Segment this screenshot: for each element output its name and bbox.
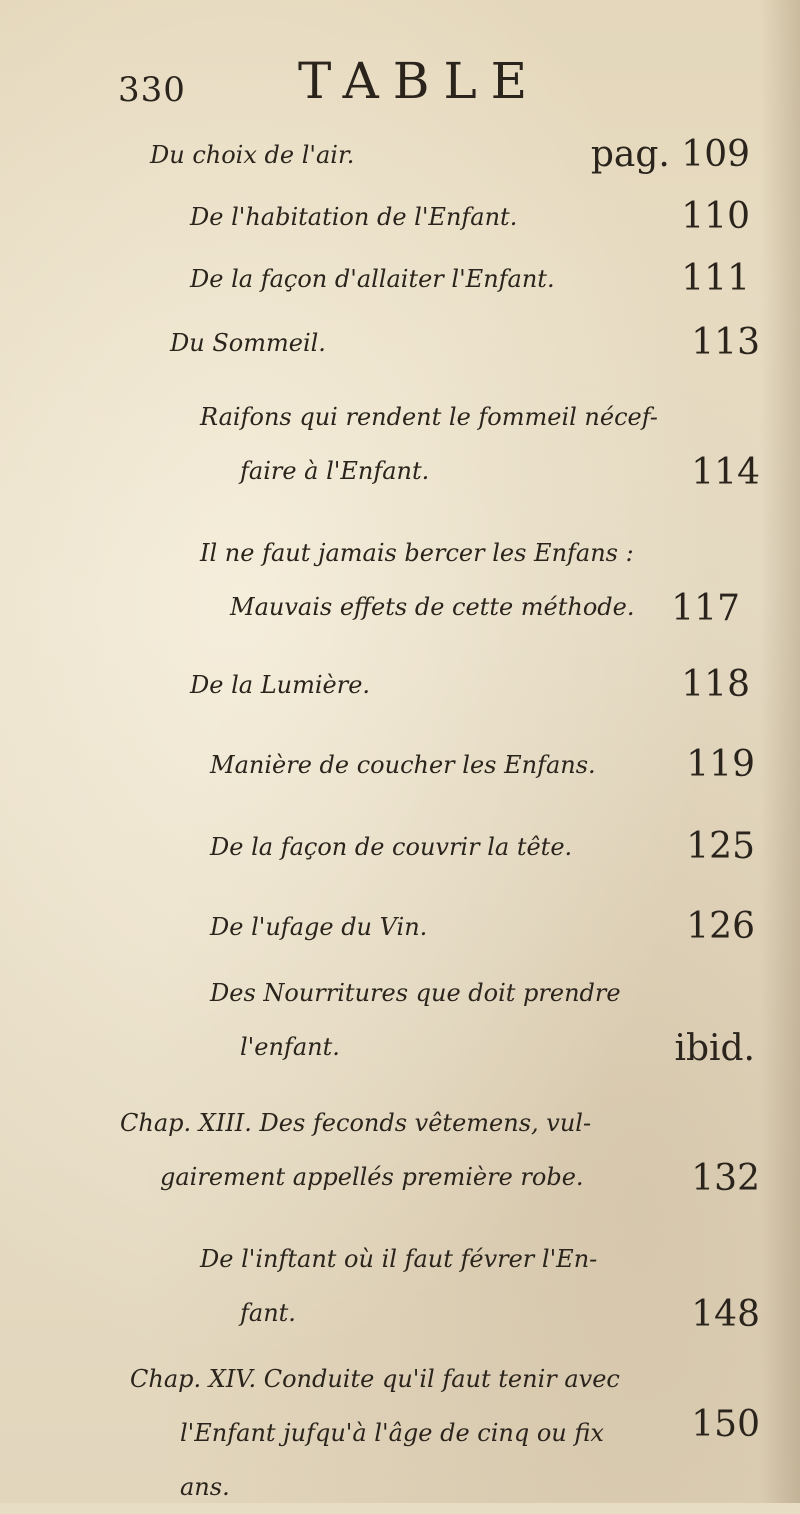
toc-entry	[190, 190, 750, 244]
toc-entry-page: ibid.	[674, 1028, 755, 1069]
toc-entry	[190, 658, 750, 712]
toc-entry-page: 113	[691, 322, 760, 363]
page-header	[118, 42, 758, 112]
toc-entry	[190, 252, 750, 306]
toc-entry-page: 114	[691, 452, 760, 493]
toc-entry-title: De l'habitation de l'Enfant.	[190, 203, 518, 231]
toc-entry-title-cont: l'enfant.	[240, 1033, 340, 1061]
toc-entry-page: 132	[691, 1158, 760, 1199]
toc-entry-page: pag. 109	[590, 134, 750, 175]
toc-entry-page: 148	[691, 1294, 760, 1335]
toc-chapter-title-cont: gairement appellés première robe.	[160, 1163, 584, 1191]
toc-entry-page: 110	[681, 196, 750, 237]
page-number: 330	[118, 70, 186, 110]
toc-entry-title-cont: Mauvais effets de cette méthode.	[230, 593, 635, 621]
toc-entry-title: Des Nourritures que doit prendre	[210, 979, 621, 1007]
toc-entry-title: De l'ufage du Vin.	[210, 913, 428, 941]
toc-entry-page: 119	[686, 744, 755, 785]
running-title: TABLE	[298, 52, 542, 110]
toc-entry-page: 126	[686, 906, 755, 947]
toc-chapter-entry	[120, 1096, 760, 1206]
toc-entry	[210, 966, 755, 1076]
toc-chapter-title-cont: l'Enfant jufqu'à l'âge de cinq ou fix	[180, 1419, 604, 1447]
toc-entry-title: Il ne faut jamais bercer les Enfans :	[200, 539, 634, 567]
toc-entry-title: De la façon de couvrir la tête.	[210, 833, 573, 861]
toc-entry-title-cont: faire à l'Enfant.	[240, 457, 430, 485]
toc-entry-title-cont: fant.	[240, 1299, 296, 1327]
toc-entry	[150, 128, 750, 182]
toc-chapter-title-cont: ans.	[180, 1473, 230, 1501]
toc-entry-title: De la façon d'allaiter l'Enfant.	[190, 265, 555, 293]
toc-entry-page: 125	[686, 826, 755, 867]
toc-entry-page: 111	[681, 258, 750, 299]
page-edge-shadow	[760, 0, 800, 1503]
toc-entry	[170, 316, 760, 370]
toc-chapter-title: Chap. XIV. Conduite qu'il faut tenir avec	[130, 1365, 620, 1393]
toc-entry-title: Manière de coucher les Enfans.	[210, 751, 596, 779]
toc-chapter-title: Chap. XIII. Des feconds vêtemens, vul-	[120, 1109, 592, 1137]
toc-entry	[210, 738, 755, 792]
toc-entry-page: 150	[691, 1404, 760, 1445]
toc-entry-title: Raifons qui rendent le fommeil nécef-	[200, 403, 658, 431]
toc-entry-title: De l'inftant où il faut févrer l'En-	[200, 1245, 598, 1273]
toc-entry-page: 117	[671, 588, 740, 629]
toc-entry-title: Du choix de l'air.	[150, 141, 355, 169]
toc-entry-title: Du Sommeil.	[170, 329, 326, 357]
toc-entry	[200, 390, 760, 500]
toc-entry	[200, 526, 740, 636]
toc-entry	[200, 1232, 760, 1342]
toc-entry-page: 118	[681, 664, 750, 705]
toc-entry	[210, 820, 755, 874]
toc-chapter-entry	[130, 1352, 760, 1502]
toc-entry-title: De la Lumière.	[190, 671, 371, 699]
toc-entry	[210, 900, 755, 954]
